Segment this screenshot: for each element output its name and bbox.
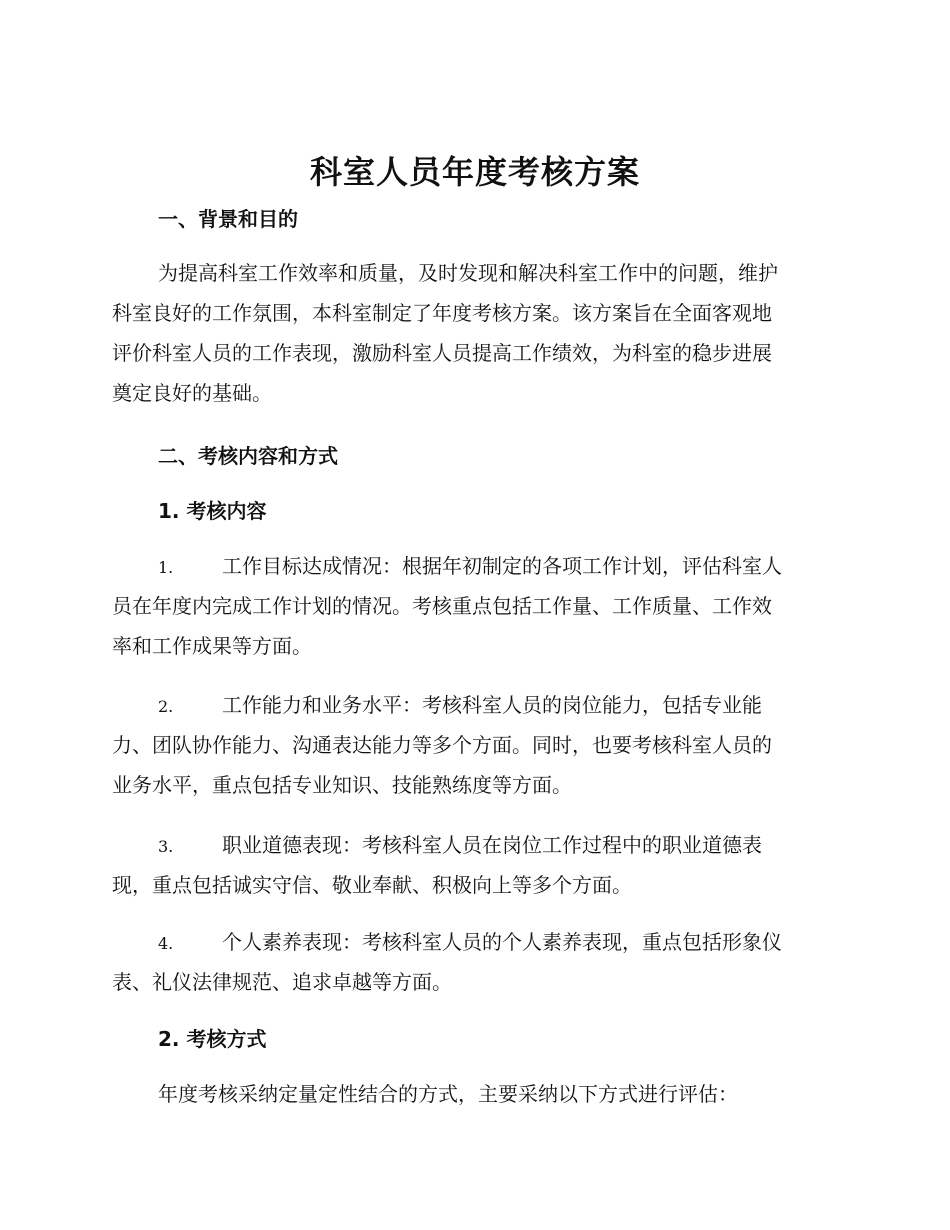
list-item-number: 3. [158, 837, 174, 856]
list-item [112, 685, 836, 805]
section-heading-background: 一、背景和目的 [158, 207, 298, 231]
paragraph-method [112, 1074, 836, 1114]
page-title: 科室人员年度考核方案 [309, 153, 640, 191]
list-item-line: 工作能力和业务水平：考核科室人员的岗位能力，包括专业能 [222, 693, 762, 717]
list-item-line: 职业道德表现：考核科室人员在岗位工作过程中的职业道德表 [222, 833, 762, 857]
list-item-number: 4. [158, 934, 174, 953]
list-item-line: 业务水平，重点包括专业知识、技能熟练度等方面。 [112, 773, 572, 797]
list-item-line: 现，重点包括诚实守信、敬业奉献、积极向上等多个方面。 [112, 873, 632, 897]
paragraph-line: 评价科室人员的工作表现，激励科室人员提高工作绩效，为科室的稳步进展 [112, 341, 772, 365]
list-item-line: 率和工作成果等方面。 [112, 634, 312, 658]
paragraph-background [112, 253, 836, 413]
list-item [112, 546, 836, 666]
paragraph-line: 奠定良好的基础。 [112, 381, 272, 405]
section-heading-content-method: 二、考核内容和方式 [158, 444, 338, 468]
list-item [112, 922, 836, 1002]
paragraph-line: 年度考核采纳定量定性结合的方式，主要采纳以下方式进行评估： [158, 1082, 738, 1106]
list-item-line: 个人素养表现：考核科室人员的个人素养表现，重点包括形象仪 [222, 930, 782, 954]
list-item-number: 2. [158, 697, 174, 716]
subsection-heading-content: 1. 考核内容 [158, 499, 267, 523]
list-item-line: 工作目标达成情况：根据年初制定的各项工作计划，评估科室人 [222, 554, 782, 578]
list-item-line: 表、礼仪法律规范、追求卓越等方面。 [112, 970, 452, 994]
list-item-number: 1. [158, 558, 174, 577]
list-item-line: 力、团队协作能力、沟通表达能力等多个方面。同时，也要考核科室人员的 [112, 733, 772, 757]
subsection-heading-method: 2. 考核方式 [158, 1027, 267, 1051]
list-item-line: 员在年度内完成工作计划的情况。考核重点包括工作量、工作质量、工作效 [112, 594, 772, 618]
paragraph-line: 为提高科室工作效率和质量，及时发现和解决科室工作中的问题，维护 [158, 261, 778, 285]
paragraph-line: 科室良好的工作氛围，本科室制定了年度考核方案。该方案旨在全面客观地 [112, 301, 772, 325]
list-item [112, 825, 836, 905]
